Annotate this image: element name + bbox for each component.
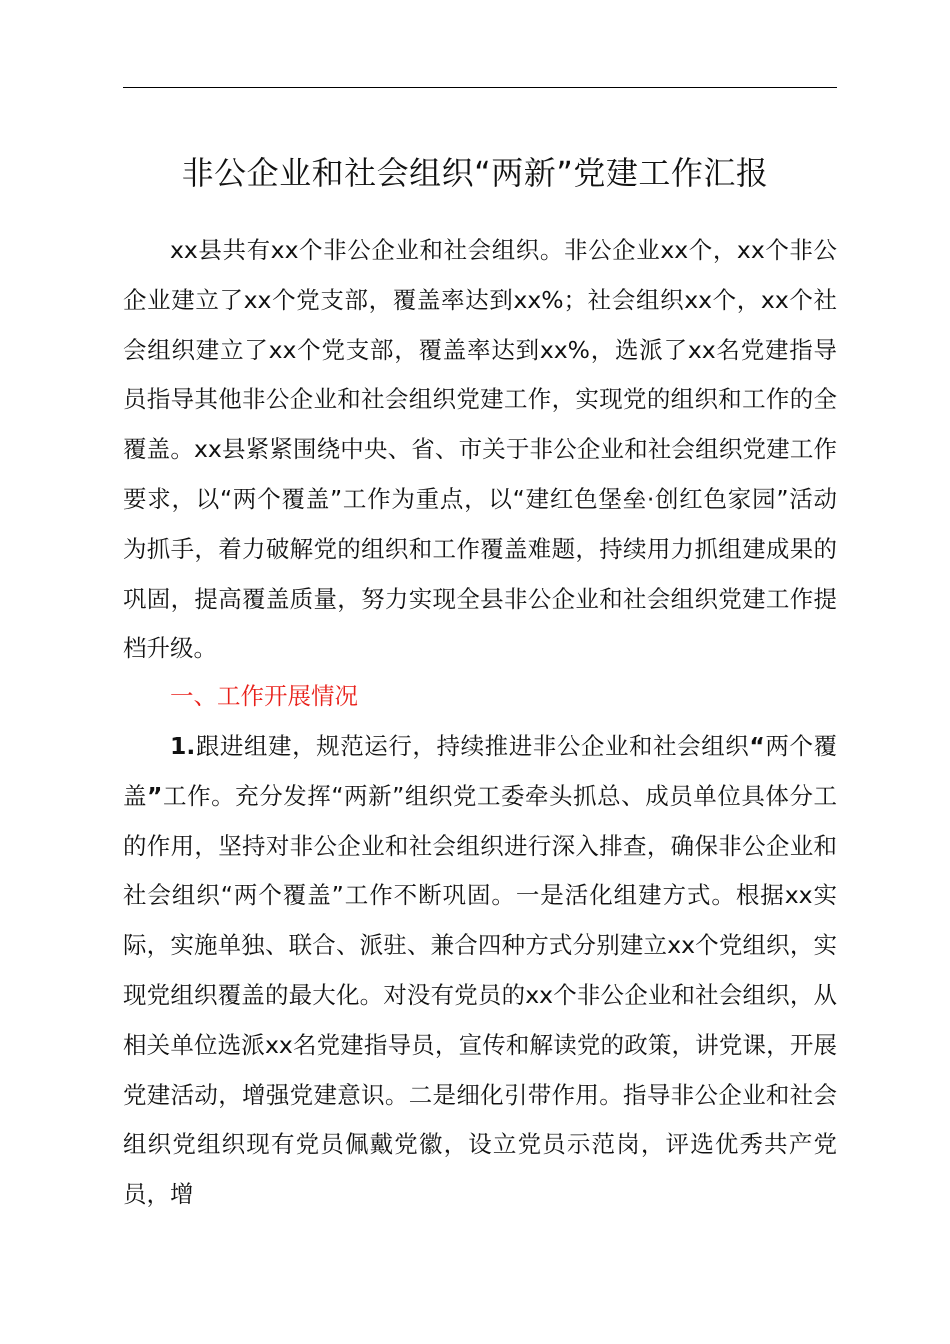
point-one-lead-quoted: 两个覆盖	[123, 732, 838, 810]
point-one-paragraph	[123, 722, 837, 1220]
point-one-open-quote: “	[749, 732, 765, 760]
point-one-number: 1.	[170, 732, 196, 760]
point-one-body: 工作。充分发挥“两新”组织党工委牵头抓总、成员单位具体分工的作用，坚持对非公企业和社会组织进行深入排查，确保非公企业和社会组织“两个覆盖”工作不断巩固。一是活化组建方式。根据xx实际，实施单独、联合、派驻、兼合四种方式分别建立xx个党组织，实现党组织覆盖的最大化。对没有党员的xx个非公企业和社会组织，从相关单位选派xx名党建指导员，宣传和解读党的政策，讲党课，开展党建活动，增强党建意识。二是细化引带作用。指导非公企业和社会组织党组织现有党员佩戴党徽，设立党员示范岗，评选优秀共产党员，增	[123, 781, 837, 1209]
intro-paragraph: xx县共有xx个非公企业和社会组织。非公企业xx个，xx个非公企业建立了xx个党支部，覆盖率达到xx%；社会组织xx个，xx个社会组织建立了xx个党支部，覆盖率达到xx%，选派了xx名党建指导员指导其他非公企业和社会组织党建工作，实现党的组织和工作的全覆盖。xx县紧紧围绕中央、省、市关于非公企业和社会组织党建工作要求，以“两个覆盖”工作为重点，以“建红色堡垒·创红色家园”活动为抓手，着力破解党的组织和工作覆盖难题，持续用力抓组建成果的巩固，提高覆盖质量，努力实现全县非公企业和社会组织党建工作提档升级。	[123, 236, 837, 663]
point-one-close-quote: ”	[147, 781, 163, 810]
point-one-lead: 跟进组建，规范运行，持续推进非公企业和社会组织	[195, 732, 750, 760]
section-heading-work-status: 一、工作开展情况	[170, 682, 358, 710]
header-rule	[123, 87, 837, 88]
document-title: 非公企业和社会组织“两新”党建工作汇报	[181, 154, 769, 192]
